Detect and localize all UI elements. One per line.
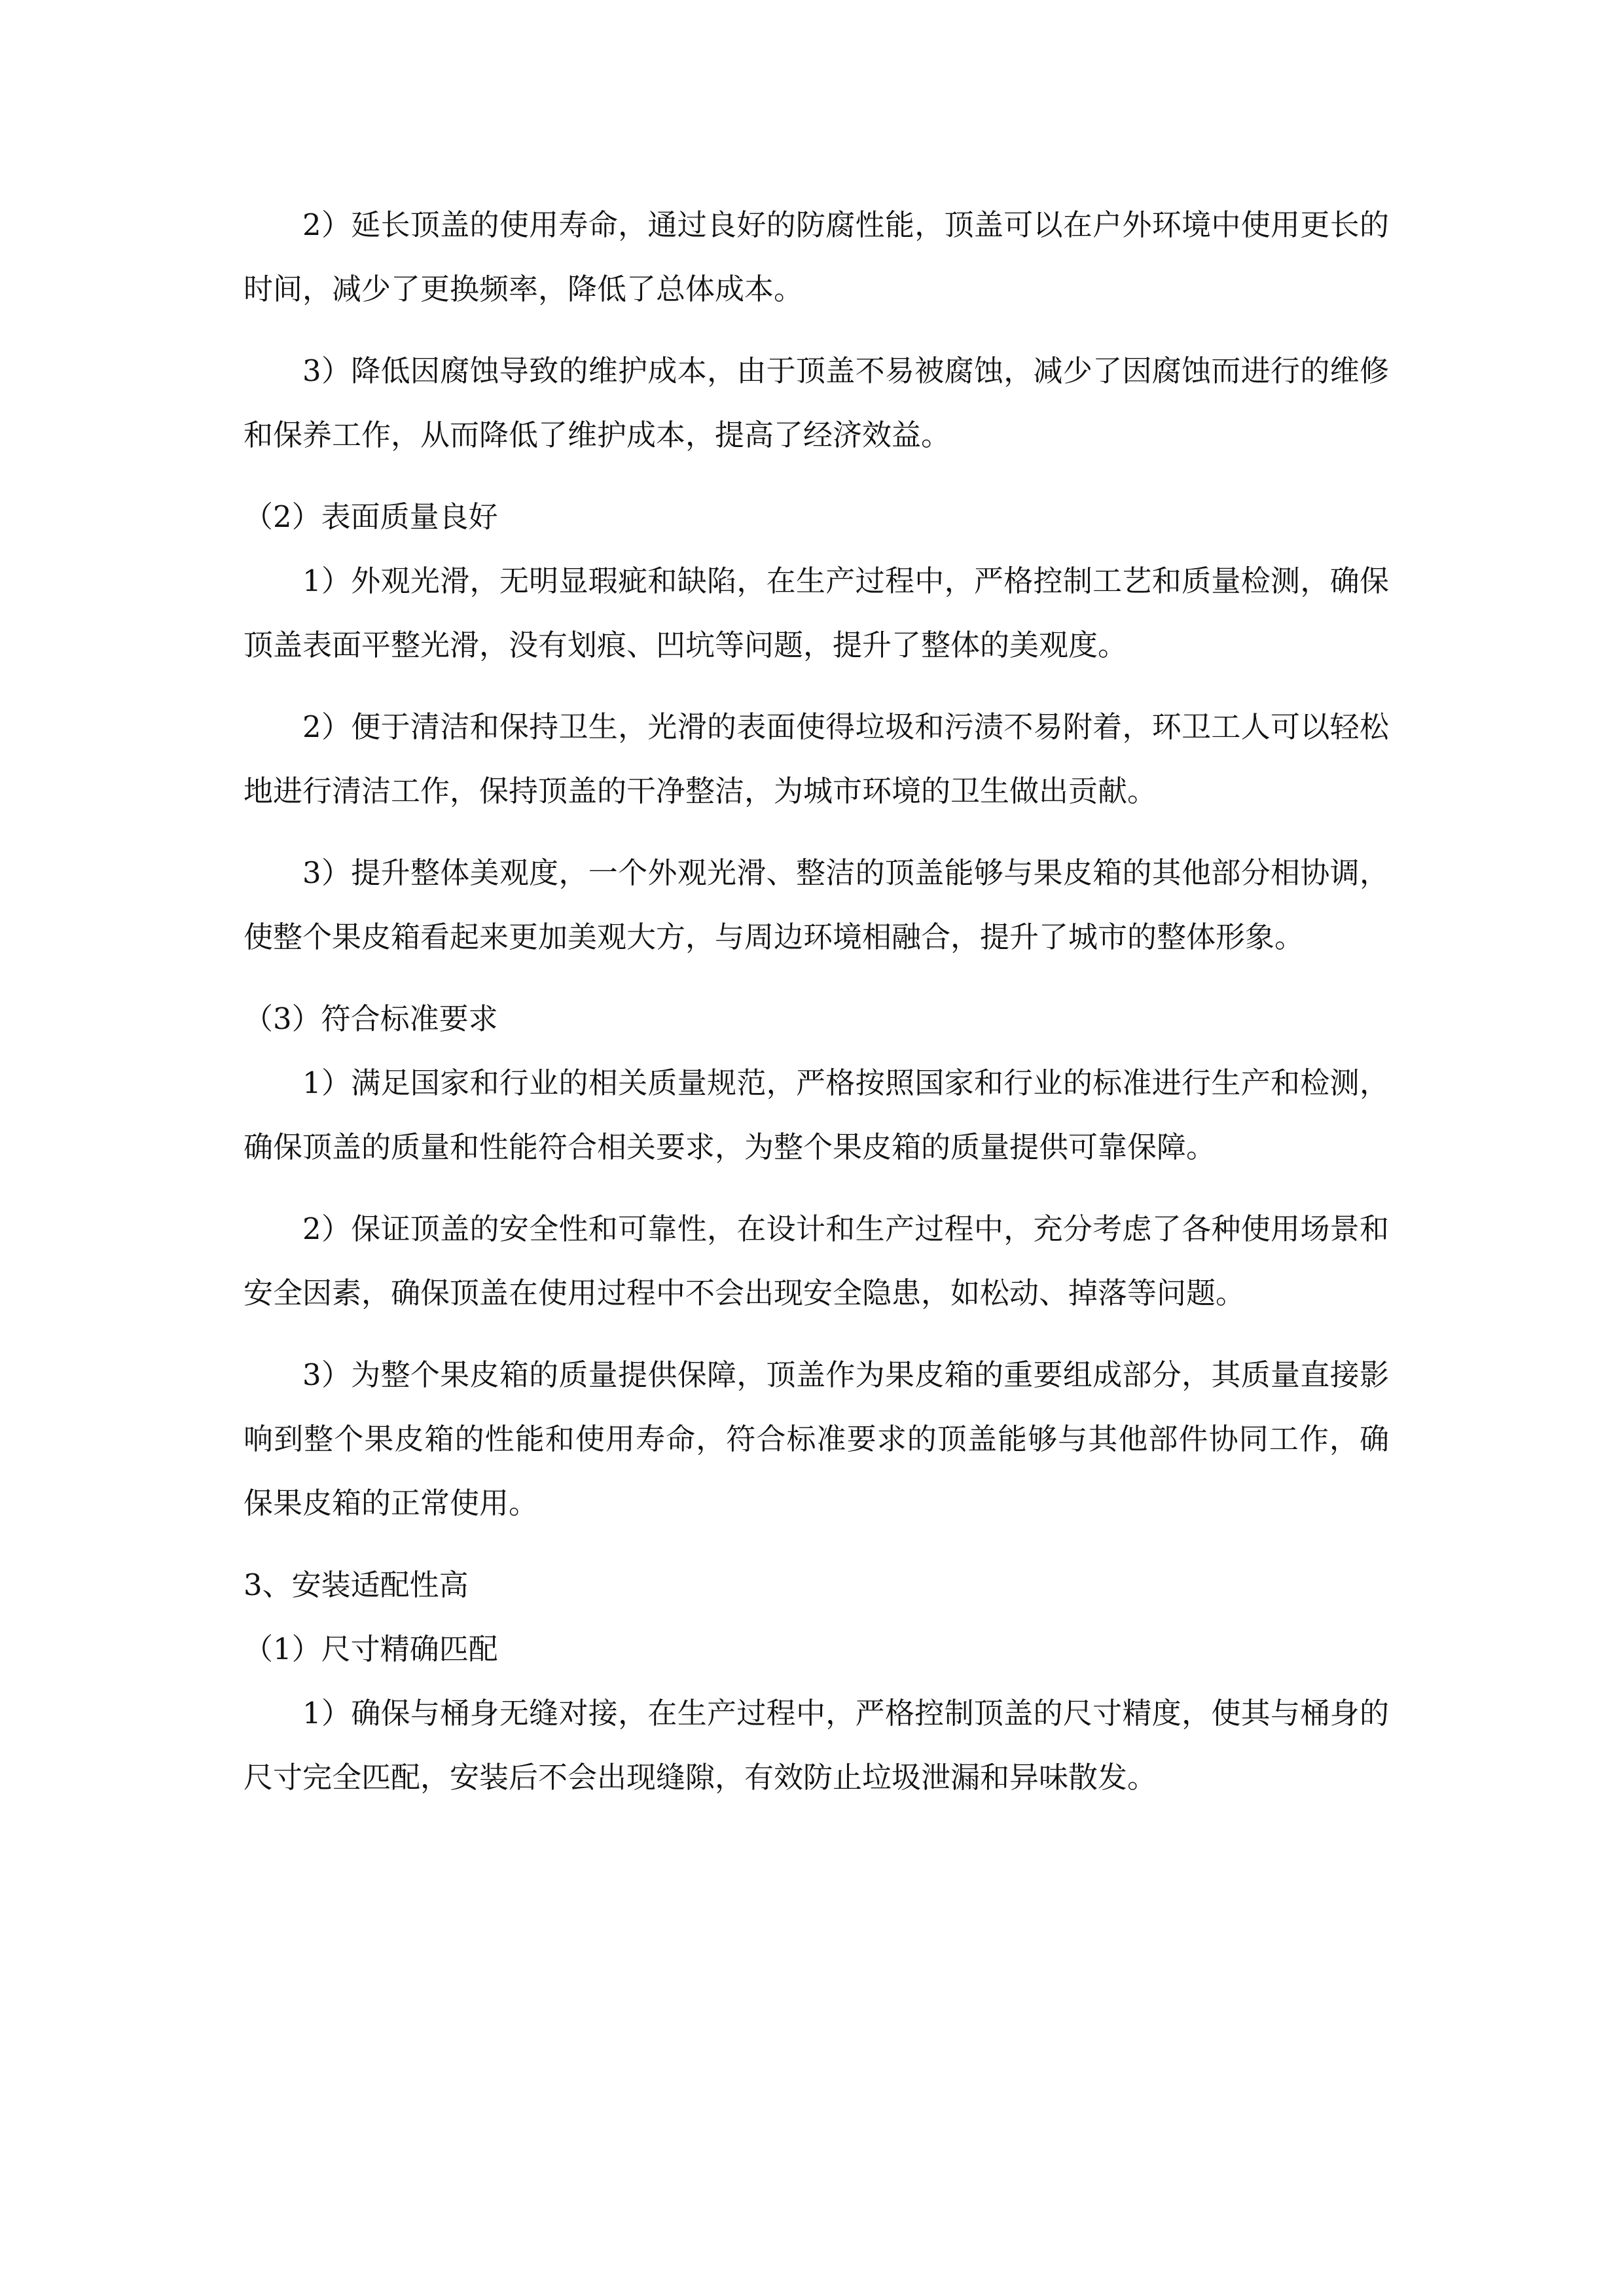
document-body: [244, 193, 1389, 1827]
subsection-heading: （3）符合标准要求: [244, 1001, 498, 1036]
paragraph: 3）提升整体美观度，一个外观光滑、整洁的顶盖能够与果皮箱的其他部分相协调，使整个果皮箱看起来更加美观大方，与周边环境相融合，提升了城市的整体形象。: [244, 855, 1389, 954]
paragraph: 3）为整个果皮箱的质量提供保障，顶盖作为果皮箱的重要组成部分，其质量直接影响到整个果皮箱的性能和使用寿命，符合标准要求的顶盖能够与其他部件协同工作，确保果皮箱的正常使用。: [244, 1357, 1389, 1520]
paragraph: 1）确保与桶身无缝对接，在生产过程中，严格控制顶盖的尺寸精度，使其与桶身的尺寸完全匹配，安装后不会出现缝隙，有效防止垃圾泄漏和异味散发。: [244, 1696, 1389, 1795]
paragraph: 1）外观光滑，无明显瑕疵和缺陷，在生产过程中，严格控制工艺和质量检测，确保顶盖表面平整光滑，没有划痕、凹坑等问题，提升了整体的美观度。: [244, 564, 1389, 662]
paragraph: 1）满足国家和行业的相关质量规范，严格按照国家和行业的标准进行生产和检测，确保顶盖的质量和性能符合相关要求，为整个果皮箱的质量提供可靠保障。: [244, 1066, 1389, 1164]
paragraph: 3）降低因腐蚀导致的维护成本，由于顶盖不易被腐蚀，减少了因腐蚀而进行的维修和保养工作，从而降低了维护成本，提高了经济效益。: [244, 353, 1389, 452]
section-heading: 3、安装适配性高: [244, 1568, 469, 1602]
paragraph: 2）便于清洁和保持卫生，光滑的表面使得垃圾和污渍不易附着，环卫工人可以轻松地进行清洁工作，保持顶盖的干净整洁，为城市环境的卫生做出贡献。: [244, 709, 1389, 808]
subsection-heading: （2）表面质量良好: [244, 499, 498, 534]
paragraph: 2）保证顶盖的安全性和可靠性，在设计和生产过程中，充分考虑了各种使用场景和安全因素，确保顶盖在使用过程中不会出现安全隐患，如松动、掉落等问题。: [244, 1211, 1389, 1310]
paragraph: 2）延长顶盖的使用寿命，通过良好的防腐性能，顶盖可以在户外环境中使用更长的时间，减少了更换频率，降低了总体成本。: [244, 207, 1389, 306]
subsection-heading: （1）尺寸精确匹配: [244, 1632, 498, 1666]
